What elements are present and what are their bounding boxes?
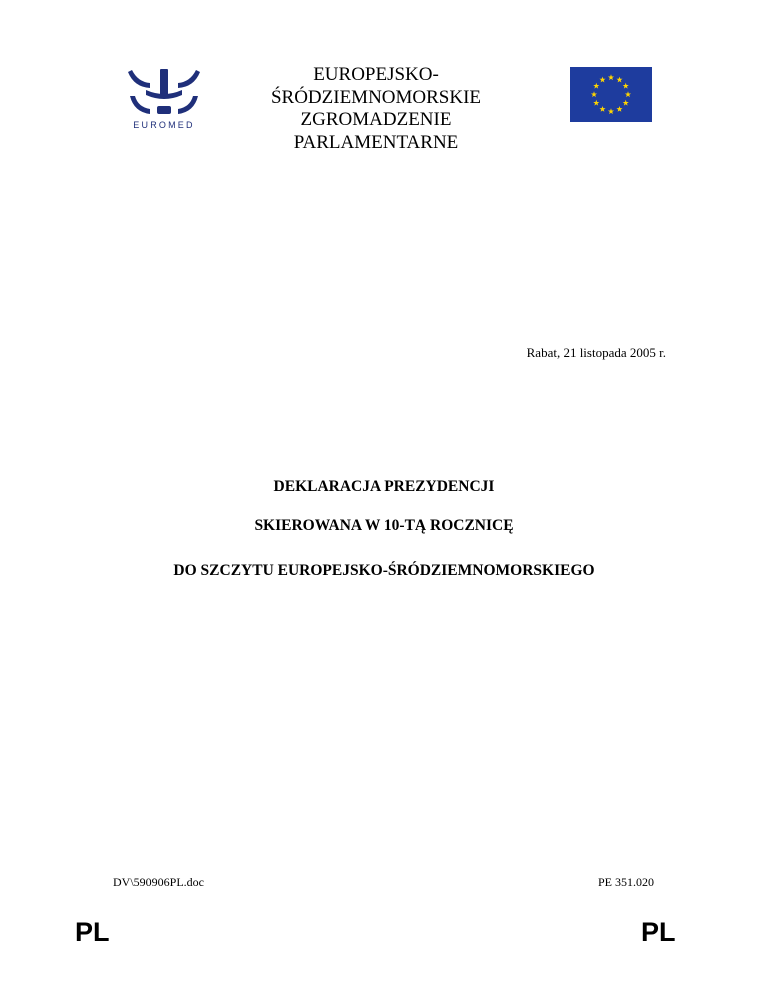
org-title-line: ZGROMADZENIE (300, 109, 452, 130)
logo-wordmark: EUROMED (133, 120, 195, 130)
euromed-logo-icon (124, 68, 204, 118)
declaration-title-line-1: DEKLARACJA PREZYDENCJI (273, 478, 495, 495)
document-reference: DV\590906PL.doc (113, 875, 204, 889)
eu-flag (570, 67, 652, 122)
language-code-right: PL (641, 917, 676, 947)
language-code-left: PL (75, 917, 110, 947)
org-title-line: PARLAMENTARNE (293, 131, 459, 153)
date-line: Rabat, 21 listopada 2005 r. (526, 345, 666, 360)
org-title-line: ŚRÓDZIEMNOMORSKIE (270, 86, 482, 108)
declaration-title-line-3: DO SZCZYTU EUROPEJSKO-ŚRÓDZIEMNOMORSKIEGO (173, 562, 595, 579)
declaration-title-line-2: SKIEROWANA W 10-TĄ ROCZNICĘ (254, 517, 514, 534)
eu-flag-icon (570, 67, 652, 122)
org-title-line: EUROPEJSKO- (313, 64, 439, 85)
pe-reference: PE 351.020 (597, 875, 654, 889)
organization-title (234, 64, 518, 154)
euromed-logo (124, 68, 204, 134)
